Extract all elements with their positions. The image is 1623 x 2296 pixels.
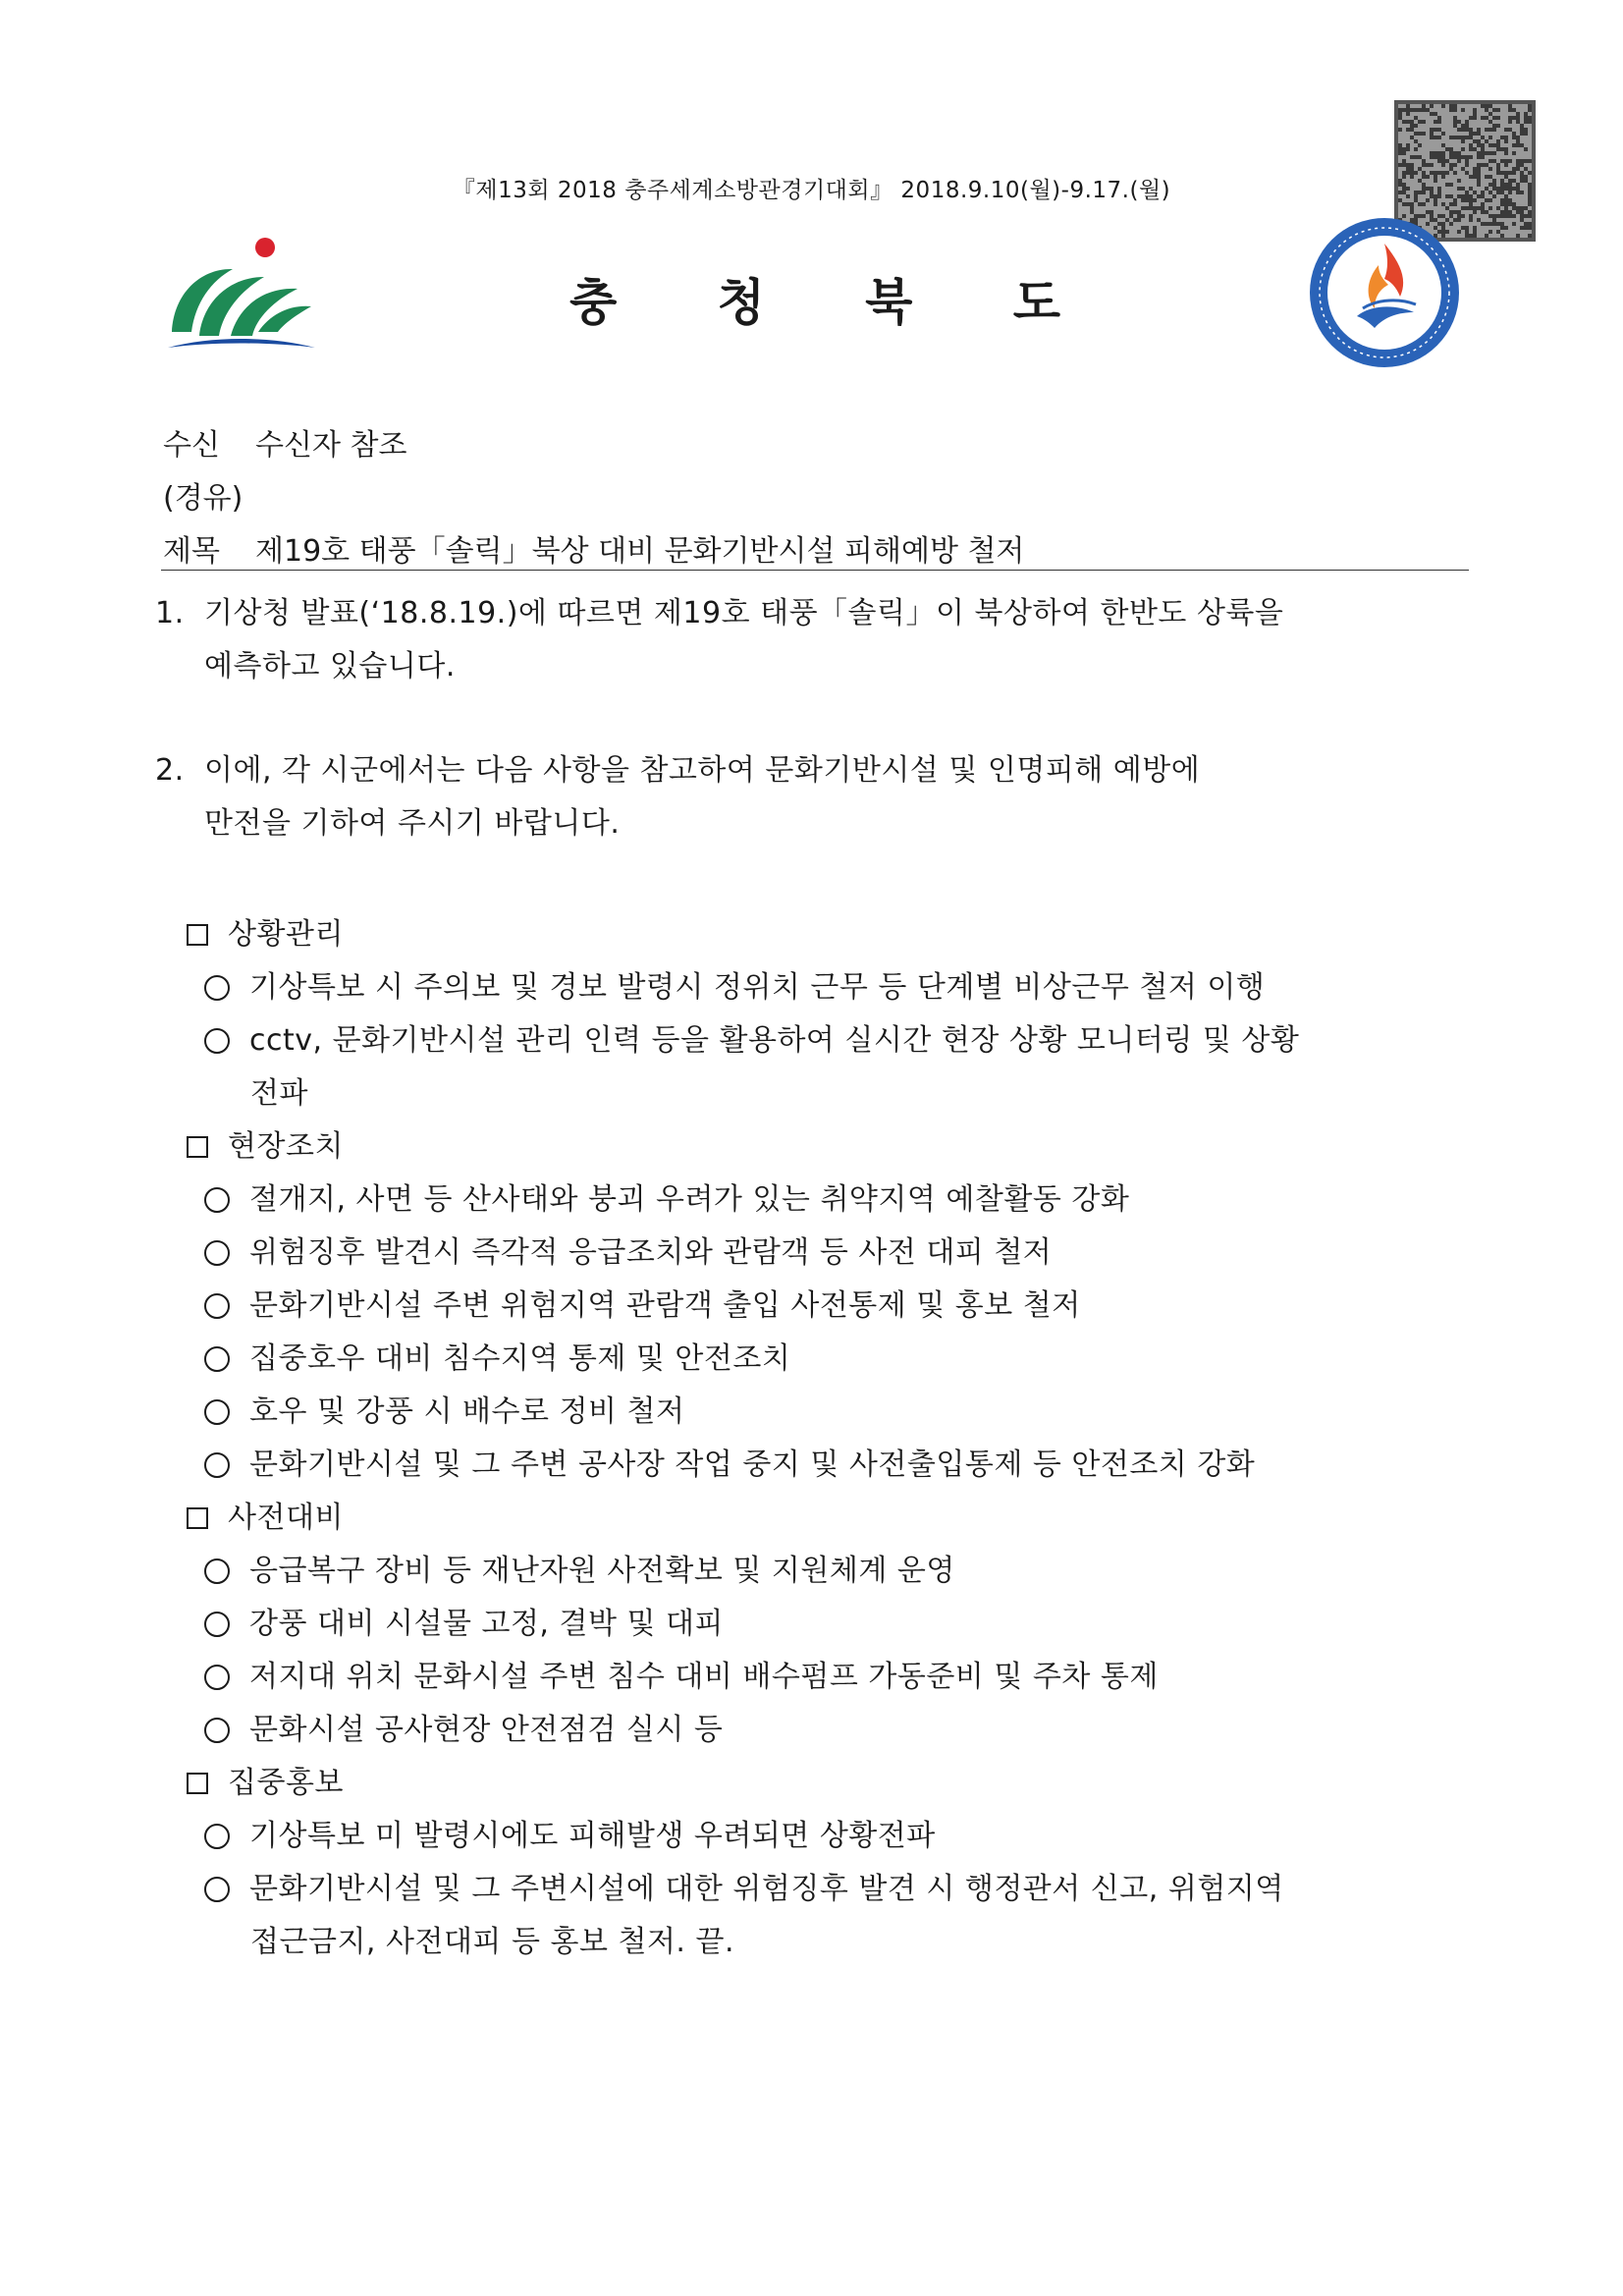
section-heading [187, 1758, 344, 1801]
list-item [204, 1015, 1299, 1059]
subject-row [163, 526, 1024, 570]
list-item-continuation: 전파 [250, 1076, 308, 1111]
chungbuk-logo-icon [162, 234, 319, 355]
circle-outline-icon [204, 1824, 230, 1849]
section-title: 현장조치 [228, 1129, 344, 1164]
via-label: (경유) [163, 481, 243, 516]
section-title: 상황관리 [228, 917, 344, 952]
recipient-row [163, 420, 406, 464]
list-item [204, 1281, 1081, 1324]
circle-outline-icon [204, 1877, 230, 1902]
section-title: 사전대비 [228, 1501, 344, 1535]
org-title-char: 북 [865, 274, 913, 331]
paragraph-line: 예측하고 있습니다. [204, 649, 456, 683]
list-item [204, 1175, 1129, 1218]
org-title-char: 충 [569, 274, 618, 331]
paragraph-number: 1. [155, 596, 185, 630]
list-item-text: 절개지, 사면 등 산사태와 붕괴 우려가 있는 취약지역 예찰활동 강화 [249, 1182, 1130, 1217]
circle-outline-icon [204, 1665, 230, 1690]
section-heading [187, 909, 344, 953]
list-item [204, 1705, 723, 1748]
list-item-text: 기상특보 미 발령시에도 피해발생 우려되면 상황전파 [249, 1819, 936, 1853]
circle-outline-icon [204, 1612, 230, 1637]
list-item-text: 문화기반시설 주변 위험지역 관람객 출입 사전통제 및 홍보 철저 [249, 1288, 1081, 1323]
list-item-text: cctv, 문화기반시설 관리 인력 등을 활용하여 실시간 현장 상황 모니터링 및 상황 [249, 1023, 1300, 1058]
circle-outline-icon [204, 1399, 230, 1425]
list-item [204, 1387, 684, 1430]
list-item-text: 집중호우 대비 침수지역 통제 및 안전조치 [249, 1341, 791, 1376]
list-item-text: 호우 및 강풍 시 배수로 정비 철저 [249, 1394, 685, 1429]
circle-outline-icon [204, 1187, 230, 1213]
paragraph-line: 이에, 각 시군에서는 다음 사항을 참고하여 문화기반시설 및 인명피해 예방에 [204, 753, 1201, 788]
organization-title [569, 263, 1060, 334]
list-item [204, 1864, 1284, 1907]
via-row [163, 473, 243, 517]
list-item-text: 문화기반시설 및 그 주변시설에 대한 위험징후 발견 시 행정관서 신고, 위험지역 [249, 1872, 1284, 1906]
header-divider [161, 570, 1469, 571]
list-item [204, 1811, 936, 1854]
circle-outline-icon [204, 975, 230, 1001]
circle-outline-icon [204, 1028, 230, 1054]
list-item [204, 962, 1265, 1006]
org-title-char: 청 [717, 274, 765, 331]
subject-value: 제19호 태풍「솔릭」북상 대비 문화기반시설 피해예방 철저 [255, 534, 1025, 569]
circle-outline-icon [204, 1558, 230, 1584]
paragraph-line: 기상청 발표(‘18.8.19.)에 따르면 제19호 태풍「솔릭」이 북상하여 한반도 상륙을 [204, 596, 1284, 630]
section-title: 집중홍보 [228, 1766, 344, 1800]
list-item [204, 1599, 724, 1642]
list-item-text: 문화시설 공사현장 안전점검 실시 등 [249, 1713, 724, 1747]
paragraph-line: 만전을 기하여 주시기 바랍니다. [204, 806, 621, 841]
list-item-text: 문화기반시설 및 그 주변 공사장 작업 중지 및 사전출입통제 등 안전조치 강화 [249, 1448, 1256, 1482]
circle-outline-icon [204, 1718, 230, 1743]
org-title-char: 도 [1012, 274, 1060, 331]
list-item-text: 응급복구 장비 등 재난자원 사전확보 및 지원체계 운영 [249, 1554, 955, 1588]
circle-outline-icon [204, 1452, 230, 1478]
list-item [204, 1334, 790, 1377]
firefighter-games-emblem-icon [1306, 214, 1463, 371]
list-item [204, 1440, 1255, 1483]
square-outline-icon [187, 1507, 208, 1529]
list-item-text: 위험징후 발견시 즉각적 응급조치와 관람객 등 사전 대피 철저 [249, 1235, 1053, 1270]
list-item-text: 강풍 대비 시설물 고정, 결박 및 대피 [249, 1607, 724, 1641]
square-outline-icon [187, 1136, 208, 1158]
event-slogan: 『제13회 2018 충주세계소방관경기대회』 2018.9.10(월)-9.17.(월) [452, 178, 1171, 203]
list-item-continuation: 접근금지, 사전대피 등 홍보 철저. 끝. [250, 1925, 735, 1959]
circle-outline-icon [204, 1240, 230, 1266]
list-item [204, 1546, 955, 1589]
list-item-text: 저지대 위치 문화시설 주변 침수 대비 배수펌프 가동준비 및 주차 통제 [249, 1660, 1159, 1694]
list-item [204, 1228, 1052, 1271]
recipient-value: 수신자 참조 [255, 428, 407, 463]
list-item [204, 1652, 1159, 1695]
section-heading [187, 1493, 344, 1536]
list-item-text: 기상특보 시 주의보 및 경보 발령시 정위치 근무 등 단계별 비상근무 철저 이행 [249, 970, 1266, 1005]
square-outline-icon [187, 1773, 208, 1794]
circle-outline-icon [204, 1293, 230, 1319]
paragraph-number: 2. [155, 753, 185, 788]
paragraph-2 [155, 744, 1471, 850]
paragraph-1 [155, 587, 1471, 693]
subject-label: 제목 [163, 534, 220, 569]
recipient-label: 수신 [163, 428, 220, 463]
circle-outline-icon [204, 1346, 230, 1372]
square-outline-icon [187, 924, 208, 946]
section-heading [187, 1121, 344, 1165]
